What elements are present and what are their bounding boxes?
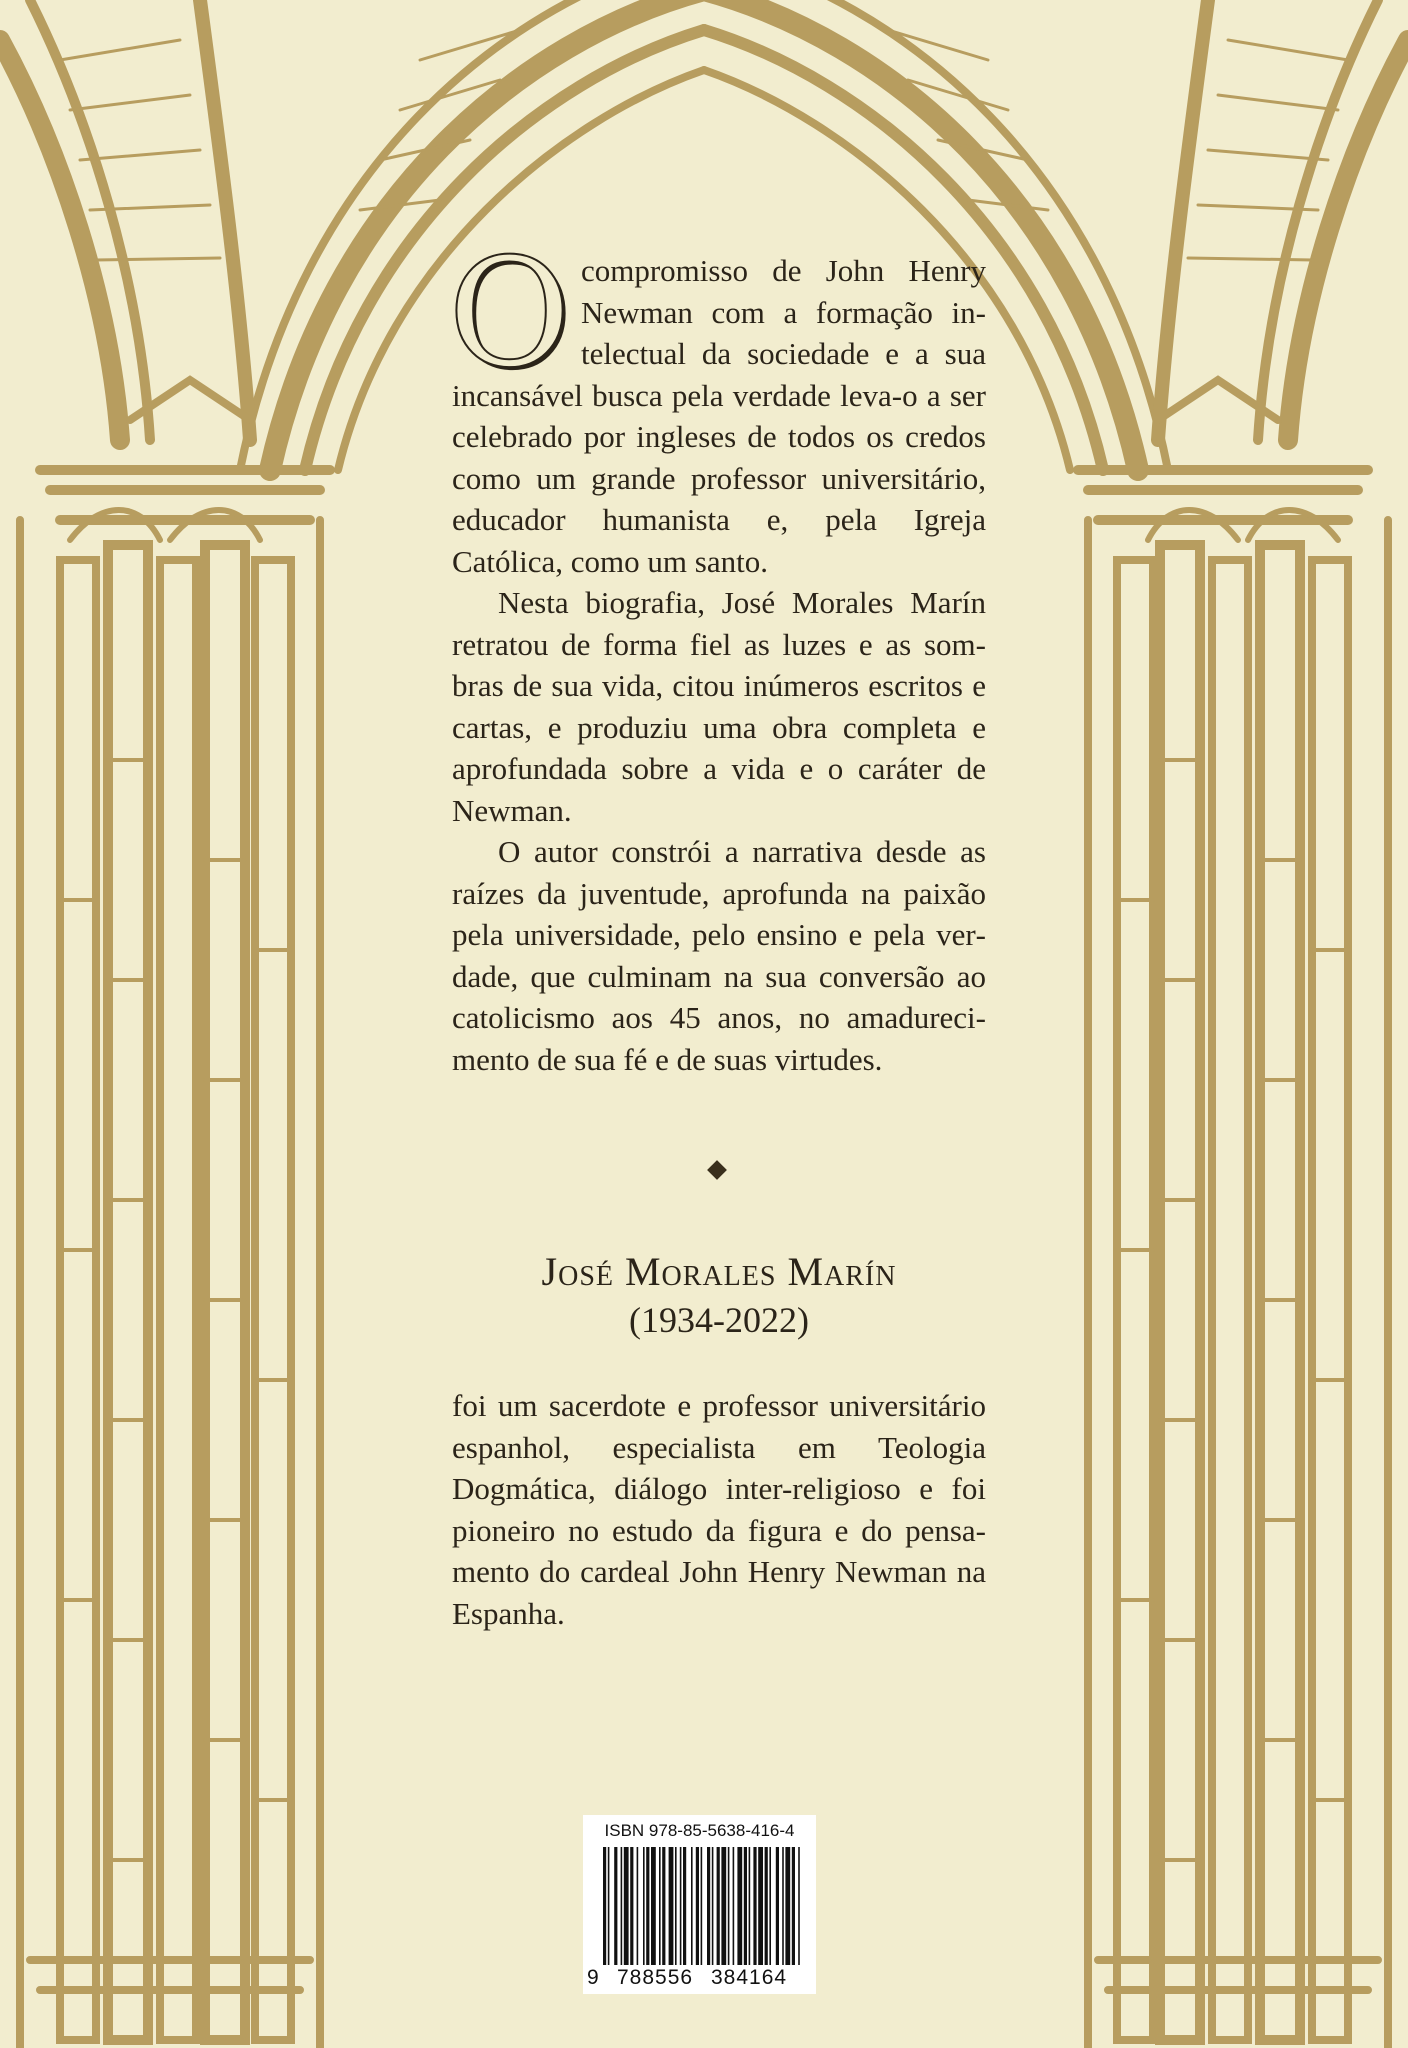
blurb-paragraph-1-text: compromisso de John Henry Newman com a formação intelectual da sociedade e a sua incansável busca pela verdade leva-o a ser celebrado por ingleses de todos os credos como um grande professor universitário, educador humanista e, pela Igreja Católica, como um santo. — [452, 253, 986, 579]
barcode-bar — [769, 1847, 771, 1965]
drop-cap: O — [448, 227, 571, 401]
author-bio: foi um sacerdote e professor universitário espanhol, especialista em Teologia Dogmática, diálogo inter-religioso e foi pioneiro no estudo da figura e do pensamento do cardeal John Henry Newman na Espanha. — [452, 1388, 986, 1631]
barcode-bar — [624, 1847, 629, 1965]
isbn-label: ISBN 978-85-5638-416-4 — [604, 1821, 795, 1840]
barcode-bar — [737, 1847, 742, 1965]
barcode-bar — [608, 1847, 610, 1965]
barcode-bar — [637, 1847, 639, 1965]
barcode-bar — [776, 1847, 779, 1965]
barcode-bar — [753, 1847, 756, 1965]
blurb-paragraph-3: O autor constrói a narrativa desde as raízes da juventude, aprofunda na paixão pela universidade, pelo ensino e pela verdade, que culminam na sua conversão ao catolicismo aos 45 anos, no amadurecimento de sua fé e de suas virtudes. — [452, 834, 986, 1077]
barcode-bar — [691, 1847, 693, 1965]
barcode-bar — [701, 1847, 703, 1965]
barcode-bar — [696, 1847, 699, 1965]
barcode-bar — [749, 1847, 751, 1965]
barcode-bar — [669, 1847, 674, 1965]
barcode-bar — [651, 1847, 656, 1965]
barcode-bar — [712, 1847, 714, 1965]
barcode-bar — [646, 1847, 649, 1965]
barcode-bar — [675, 1847, 677, 1965]
barcode-bar — [643, 1847, 645, 1965]
barcode-bar — [792, 1847, 795, 1965]
barcode-bar — [785, 1847, 790, 1965]
blurb-paragraph-1 — [448, 227, 986, 582]
isbn-barcode — [583, 1815, 816, 1994]
author-name-text: José Morales Marín — [541, 1249, 897, 1294]
back-cover-blurb — [448, 227, 986, 1080]
barcode-digits-right: 384164 — [711, 1966, 788, 1989]
barcode-bar — [765, 1847, 768, 1965]
barcode-bar — [721, 1847, 726, 1965]
barcode-bar — [744, 1847, 747, 1965]
barcode-bar — [621, 1847, 623, 1965]
barcode-bar — [603, 1847, 606, 1965]
barcode-bar — [659, 1847, 661, 1965]
barcode-bar — [782, 1847, 784, 1965]
blurb-paragraph-2: Nesta biografia, José Morales Marín retratou de forma fiel as luzes e as sombras de sua vida, citou inúmeros escritos e cartas, e produziu uma obra completa e aprofundada sobre a vida e o caráter de Newman. — [452, 585, 986, 828]
barcode-bar — [728, 1847, 730, 1965]
barcode-bar — [683, 1847, 686, 1965]
barcode-bar — [630, 1847, 633, 1965]
barcode-bar — [758, 1847, 763, 1965]
barcode-bar — [662, 1847, 665, 1965]
barcode-bar — [717, 1847, 720, 1965]
author-name — [452, 1248, 986, 1296]
barcode-digits-left: 788556 — [617, 1966, 694, 1989]
barcode-bar — [798, 1847, 800, 1965]
author-dates: (1934-2022) — [629, 1300, 809, 1340]
barcode-bar — [614, 1847, 617, 1965]
barcode-bar — [707, 1847, 710, 1965]
barcode-bar — [733, 1847, 735, 1965]
barcode-bar — [680, 1847, 682, 1965]
barcode-digit-first: 9 — [587, 1966, 600, 1989]
